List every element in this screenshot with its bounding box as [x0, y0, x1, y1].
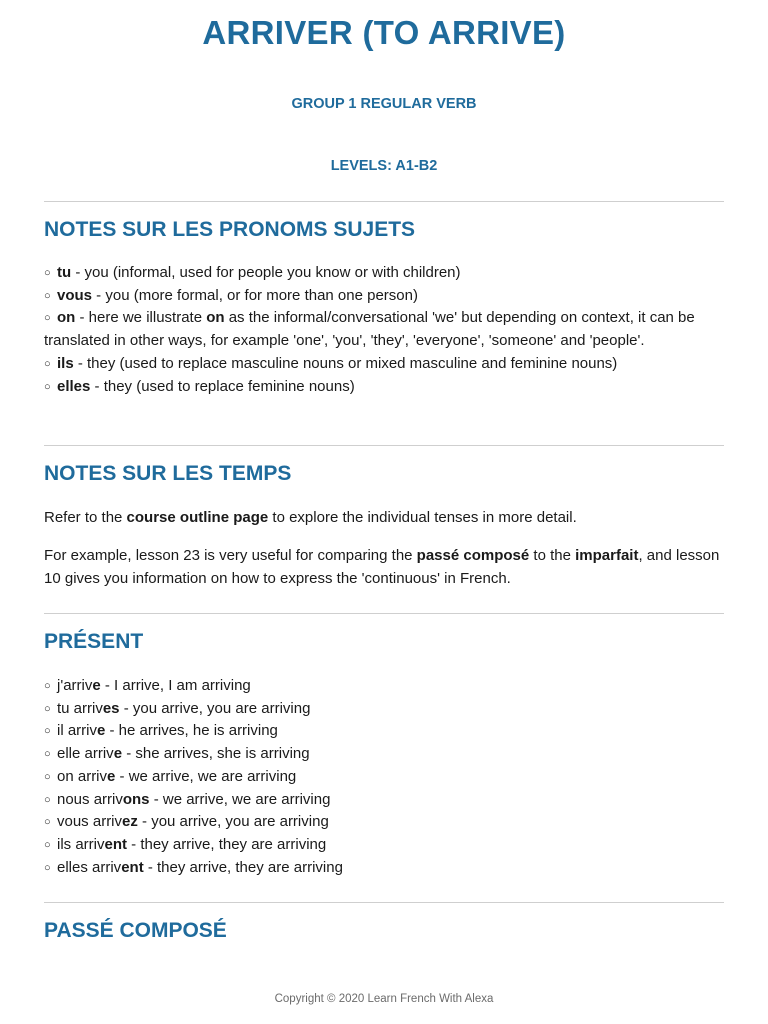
bullet-icon: ○ — [44, 861, 51, 874]
list-item — [44, 376, 724, 399]
bullet-icon: ○ — [44, 702, 51, 715]
pronoun-term: on — [57, 309, 76, 327]
text-run: Refer to the — [44, 509, 127, 526]
verb-meaning: - we arrive, we are arriving — [149, 790, 331, 808]
list-item — [44, 811, 724, 834]
bullet-icon: ○ — [44, 725, 51, 738]
verb-ending: ez — [122, 813, 138, 831]
tense-term: passé composé — [416, 547, 530, 564]
passe-compose-heading: PASSÉ COMPOSÉ — [44, 919, 227, 942]
levels-label: LEVELS: A1-B2 — [330, 158, 438, 174]
pronoun-term-inline: on — [206, 309, 225, 327]
verb-stem: il arriv — [57, 722, 97, 740]
pronoun-term: tu — [57, 264, 72, 281]
list-item — [44, 285, 724, 308]
pronoun-term: vous — [57, 286, 93, 304]
text-run: For example, lesson 23 is very useful for comparing the — [44, 547, 417, 564]
pronouns-heading: NOTES SUR LES PRONOMS SUJETS — [44, 218, 416, 241]
verb-meaning: - we arrive, we are arriving — [115, 767, 297, 785]
verb-stem: elles arriv — [57, 858, 122, 876]
tenses-paragraph-1 — [44, 507, 724, 530]
section-divider — [44, 201, 724, 202]
pronoun-desc: - they (used to replace feminine nouns) — [90, 377, 355, 395]
pronoun-term: ils — [57, 354, 74, 372]
verb-meaning: - they arrive, they are arriving — [143, 858, 343, 876]
bullet-icon: ○ — [44, 312, 51, 325]
verb-stem: nous arriv — [57, 790, 123, 808]
verb-group-label: GROUP 1 REGULAR VERB — [291, 96, 477, 112]
pronoun-desc: - they (used to replace masculine nouns or mixed masculine and feminine nouns) — [73, 354, 618, 372]
page-title: ARRIVER (TO ARRIVE) — [202, 14, 566, 51]
bullet-icon: ○ — [44, 267, 51, 279]
present-heading: PRÉSENT — [44, 630, 144, 653]
pronoun-desc: - here we illustrate — [75, 309, 207, 327]
verb-stem: vous arriv — [57, 813, 123, 831]
list-item — [44, 675, 724, 698]
verb-stem: tu arriv — [57, 699, 103, 717]
list-item — [44, 857, 724, 880]
pronoun-desc: - you (more formal, or for more than one person) — [92, 286, 418, 304]
verb-meaning: - he arrives, he is arriving — [105, 722, 278, 740]
verb-meaning: - you arrive, you are arriving — [137, 813, 329, 831]
verb-meaning: - she arrives, she is arriving — [122, 745, 310, 763]
verb-meaning: - they arrive, they are arriving — [127, 835, 327, 853]
bullet-icon: ○ — [44, 748, 51, 761]
verb-ending: e — [92, 677, 101, 694]
bullet-icon: ○ — [44, 380, 51, 393]
list-item — [44, 353, 724, 376]
verb-ending: ent — [121, 858, 144, 876]
list-item — [44, 307, 724, 352]
tenses-heading: NOTES SUR LES TEMPS — [44, 462, 292, 485]
list-item — [44, 789, 724, 812]
bullet-icon: ○ — [44, 793, 51, 806]
text-run: to explore the individual tenses in more detail. — [268, 509, 577, 526]
copyright-footer: Copyright © 2020 Learn French With Alexa — [274, 993, 494, 1005]
verb-stem: ils arriv — [57, 835, 105, 853]
pronoun-desc-cont: as the informal/conversational 'we' but depending on context, it can be translated in other ways, for example 'one', 'you', 'they', 'everyone', 'someone' and 'people'. — [44, 309, 695, 350]
list-item — [44, 743, 724, 766]
verb-stem: on arriv — [57, 767, 108, 785]
verb-ending: es — [102, 699, 120, 717]
section-divider — [44, 613, 724, 614]
bullet-icon: ○ — [44, 680, 51, 692]
section-divider — [44, 445, 724, 446]
verb-ending: e — [113, 745, 123, 763]
bullet-icon: ○ — [44, 816, 51, 829]
verb-stem: elle arriv — [57, 745, 114, 763]
bullet-icon: ○ — [44, 838, 51, 851]
list-item — [44, 720, 724, 743]
text-run: to the — [529, 547, 576, 564]
list-item — [44, 698, 724, 721]
pronoun-term: elles — [57, 377, 91, 395]
bullet-icon: ○ — [44, 289, 51, 302]
bullet-icon: ○ — [44, 770, 51, 783]
section-divider — [44, 902, 724, 903]
verb-ending: ons — [122, 790, 150, 808]
pronoun-desc: - you (informal, used for people you know or with children) — [71, 264, 461, 281]
verb-meaning: - I arrive, I am arriving — [100, 677, 251, 694]
verb-ending: ent — [104, 835, 127, 853]
course-outline-link[interactable]: course outline page — [126, 509, 269, 526]
verb-stem: j'arriv — [57, 677, 93, 694]
bullet-icon: ○ — [44, 357, 51, 370]
list-item — [44, 262, 724, 285]
text-run: , and lesson 10 gives you information on how to express the 'continuous' in French. — [44, 547, 720, 587]
list-item — [44, 834, 724, 857]
present-conjugation-list — [44, 675, 724, 879]
list-item — [44, 766, 724, 789]
verb-ending: e — [97, 722, 106, 740]
tenses-paragraph-2 — [44, 545, 724, 590]
verb-ending: e — [107, 767, 116, 785]
tense-term: imparfait — [575, 547, 639, 564]
verb-meaning: - you arrive, you are arriving — [119, 699, 311, 717]
pronouns-list — [44, 262, 724, 398]
